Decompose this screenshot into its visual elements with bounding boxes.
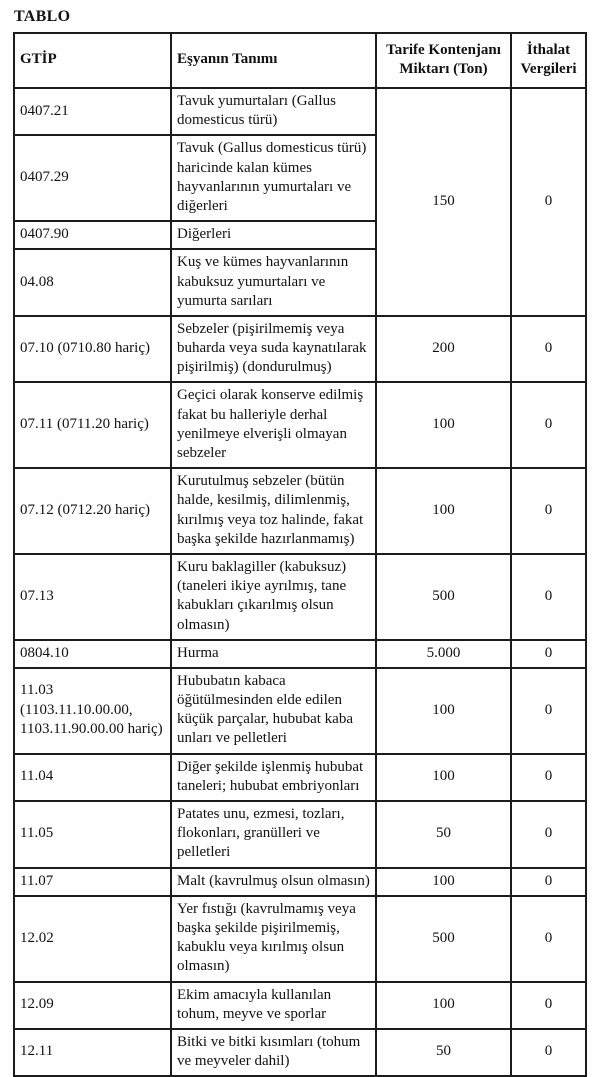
description-cell: Ekim amacıyla kullanılan tohum, meyve ve sporlar <box>171 982 376 1029</box>
description-cell: Sebzeler (pişirilmemiş veya buharda veya suda kaynatılarak pişirilmiş) (dondurulmuş) <box>171 316 376 383</box>
duty-cell: 0 <box>511 88 586 316</box>
duty-cell: 0 <box>511 1029 586 1076</box>
quota-cell: 100 <box>376 468 511 554</box>
description-cell: Kurutulmuş sebzeler (bütün halde, kesilmiş, dilimlenmiş, kırılmış veya toz halinde, fakat başka şekilde hazırlanmamış) <box>171 468 376 554</box>
gtip-cell: 12.11 <box>14 1029 171 1076</box>
table-row <box>14 754 586 801</box>
table-row <box>14 982 586 1029</box>
duty-cell: 0 <box>511 640 586 668</box>
table-header <box>14 33 586 88</box>
description-cell: Kuş ve kümes hayvanlarının kabuksuz yumurtaları ve yumurta sarıları <box>171 249 376 316</box>
duty-cell: 0 <box>511 316 586 383</box>
gtip-cell: 11.03 (1103.11.10.00.00, 1103.11.90.00.00 hariç) <box>14 668 171 754</box>
table-row <box>14 554 586 640</box>
gtip-cell: 07.12 (0712.20 hariç) <box>14 468 171 554</box>
tariff-quota-table <box>13 32 587 1077</box>
gtip-cell: 12.02 <box>14 896 171 982</box>
gtip-cell: 0407.21 <box>14 88 171 135</box>
quota-cell: 500 <box>376 554 511 640</box>
table-row <box>14 801 586 868</box>
gtip-cell: 11.05 <box>14 801 171 868</box>
quota-cell: 500 <box>376 896 511 982</box>
quota-cell: 50 <box>376 1029 511 1076</box>
header-row <box>14 33 586 88</box>
description-cell: Tavuk yumurtaları (Gallus domesticus türü) <box>171 88 376 135</box>
table-row <box>14 88 586 135</box>
quota-cell: 100 <box>376 668 511 754</box>
gtip-cell: 07.10 (0710.80 hariç) <box>14 316 171 383</box>
quota-cell: 150 <box>376 88 511 316</box>
table-row <box>14 316 586 383</box>
description-cell: Patates unu, ezmesi, tozları, flokonları, granülleri ve pelletleri <box>171 801 376 868</box>
gtip-cell: 0407.29 <box>14 135 171 221</box>
duty-cell: 0 <box>511 868 586 896</box>
duty-cell: 0 <box>511 468 586 554</box>
description-cell: Yer fıstığı (kavrulmamış veya başka şekilde pişirilmemiş, kabuklu veya kırılmış olsun olmasın) <box>171 896 376 982</box>
column-header-gtip: GTİP <box>14 33 171 88</box>
gtip-cell: 11.04 <box>14 754 171 801</box>
table-row <box>14 896 586 982</box>
gtip-cell: 07.13 <box>14 554 171 640</box>
description-cell: Kuru baklagiller (kabuksuz) (taneleri ikiye ayrılmış, tane kabukları çıkarılmış olsun olmasın) <box>171 554 376 640</box>
description-cell: Hurma <box>171 640 376 668</box>
description-cell: Tavuk (Gallus domesticus türü) haricinde kalan kümes hayvanlarının yumurtaları ve diğerleri <box>171 135 376 221</box>
description-cell: Geçici olarak konserve edilmiş fakat bu halleriyle derhal yenilmeye elverişli olmayan sebzeler <box>171 382 376 468</box>
duty-cell: 0 <box>511 668 586 754</box>
quota-cell: 100 <box>376 382 511 468</box>
table-row <box>14 640 586 668</box>
description-cell: Diğer şekilde işlenmiş hububat taneleri; hububat embriyonları <box>171 754 376 801</box>
duty-cell: 0 <box>511 554 586 640</box>
gtip-cell: 11.07 <box>14 868 171 896</box>
column-header-quota: Tarife Kontenjanı Miktarı (Ton) <box>376 33 511 88</box>
quota-cell: 5.000 <box>376 640 511 668</box>
gtip-cell: 12.09 <box>14 982 171 1029</box>
page-title: TABLO <box>14 8 71 25</box>
duty-cell: 0 <box>511 982 586 1029</box>
gtip-cell: 07.11 (0711.20 hariç) <box>14 382 171 468</box>
table-row <box>14 668 586 754</box>
table-row <box>14 1029 586 1076</box>
description-cell: Diğerleri <box>171 221 376 249</box>
description-cell: Malt (kavrulmuş olsun olmasın) <box>171 868 376 896</box>
gtip-cell: 0407.90 <box>14 221 171 249</box>
description-cell: Bitki ve bitki kısımları (tohum ve meyveler dahil) <box>171 1029 376 1076</box>
table-row <box>14 868 586 896</box>
quota-cell: 100 <box>376 754 511 801</box>
quota-cell: 100 <box>376 868 511 896</box>
column-header-description: Eşyanın Tanımı <box>171 33 376 88</box>
gtip-cell: 0804.10 <box>14 640 171 668</box>
duty-cell: 0 <box>511 382 586 468</box>
column-header-duty: İthalat Vergileri <box>511 33 586 88</box>
quota-cell: 100 <box>376 982 511 1029</box>
duty-cell: 0 <box>511 801 586 868</box>
table-row <box>14 468 586 554</box>
gtip-cell: 04.08 <box>14 249 171 316</box>
quota-cell: 50 <box>376 801 511 868</box>
quota-cell: 200 <box>376 316 511 383</box>
table-body <box>14 88 586 1076</box>
duty-cell: 0 <box>511 896 586 982</box>
table-row <box>14 382 586 468</box>
description-cell: Hububatın kabaca öğütülmesinden elde edilen küçük parçalar, hububat kaba unları ve pelletleri <box>171 668 376 754</box>
duty-cell: 0 <box>511 754 586 801</box>
